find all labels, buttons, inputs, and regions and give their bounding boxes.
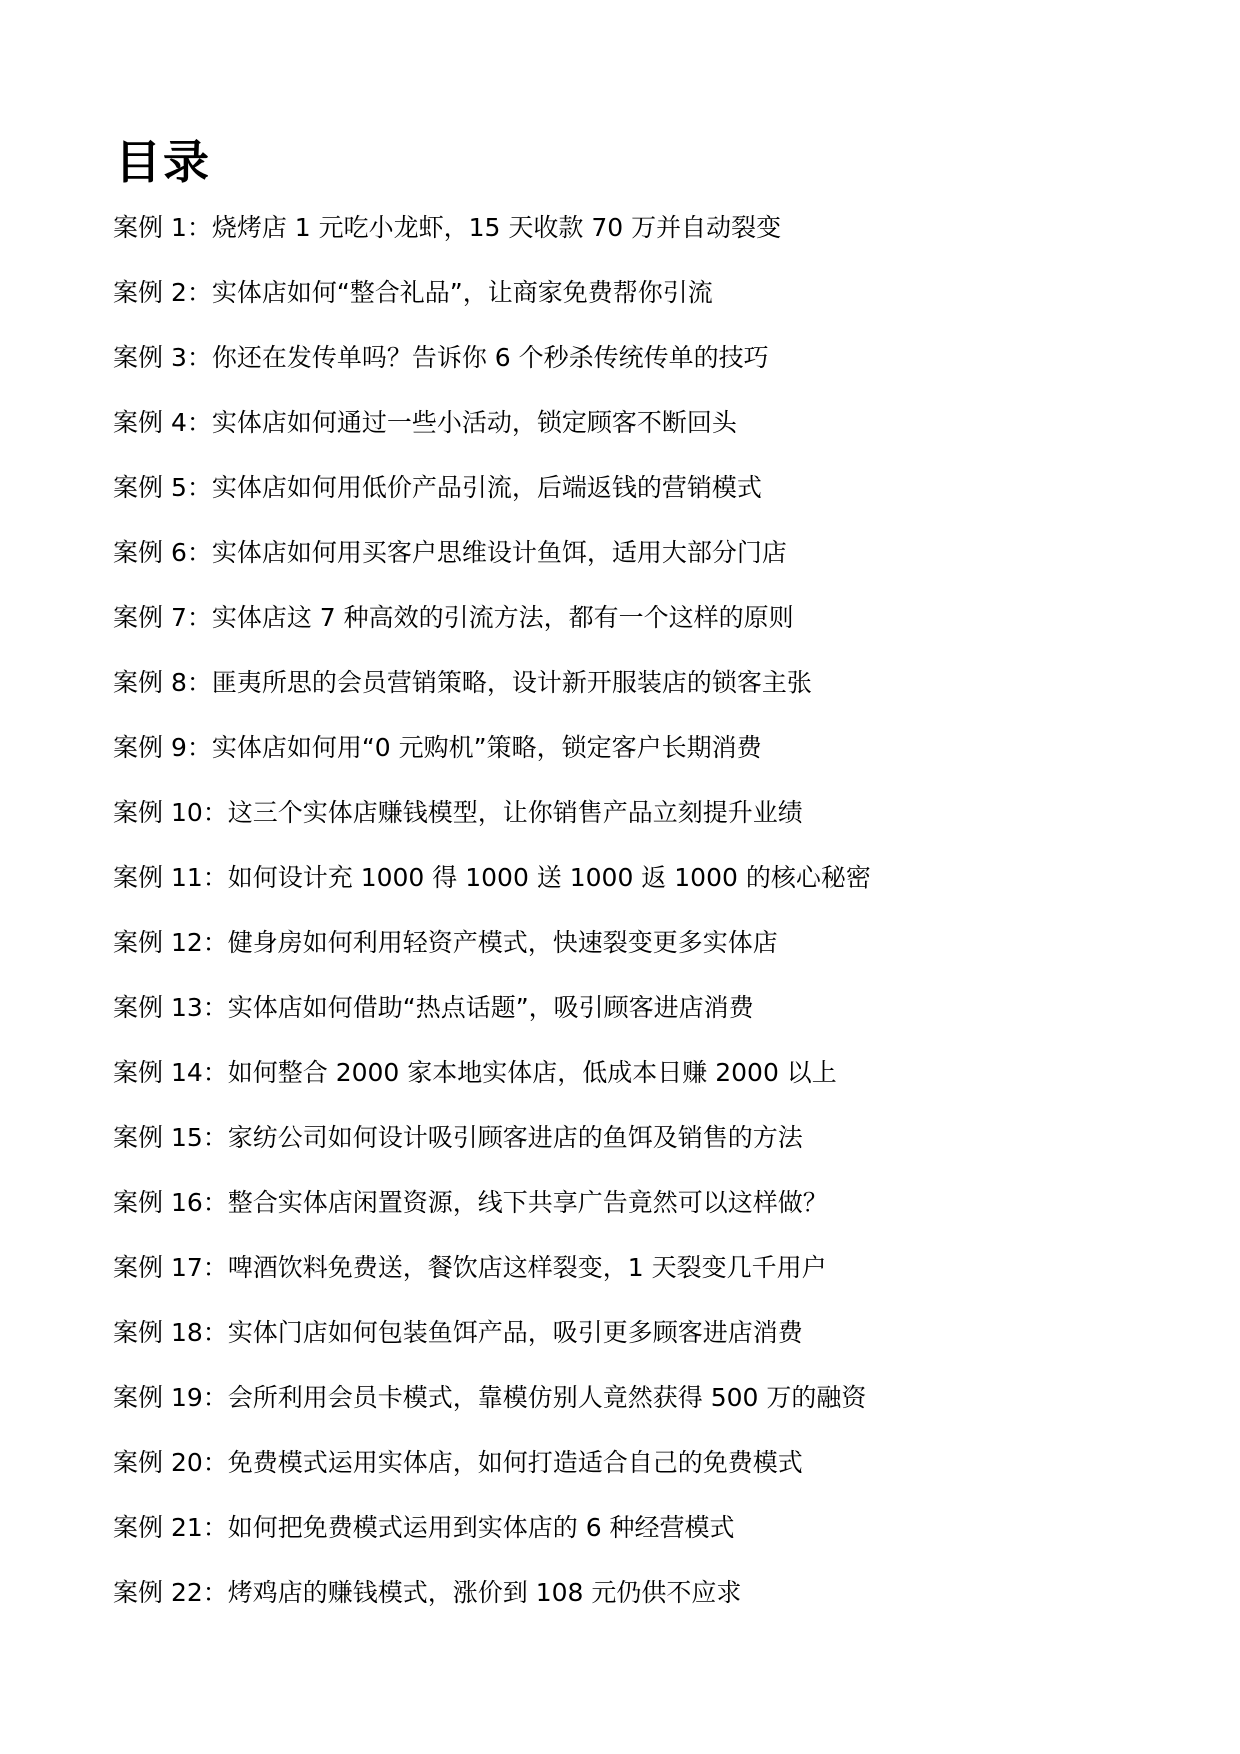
toc-item: 案例 18：实体门店如何包装鱼饵产品，吸引更多顾客进店消费: [113, 1318, 803, 1347]
toc-item: 案例 8：匪夷所思的会员营销策略，设计新开服装店的锁客主张: [113, 668, 812, 697]
toc-item: 案例 21：如何把免费模式运用到实体店的 6 种经营模式: [113, 1513, 735, 1542]
toc-item: 案例 7：实体店这 7 种高效的引流方法，都有一个这样的原则: [113, 603, 794, 632]
toc-item: 案例 20：免费模式运用实体店，如何打造适合自己的免费模式: [113, 1448, 803, 1477]
toc-item: 案例 1：烧烤店 1 元吃小龙虾，15 天收款 70 万并自动裂变: [113, 213, 782, 242]
toc-item: 案例 3：你还在发传单吗？告诉你 6 个秒杀传统传单的技巧: [113, 343, 769, 372]
toc-item: 案例 11：如何设计充 1000 得 1000 送 1000 返 1000 的核心秘密: [113, 863, 871, 892]
toc-item: 案例 2：实体店如何“整合礼品”，让商家免费帮你引流: [113, 278, 713, 307]
toc-item: 案例 19：会所利用会员卡模式，靠模仿别人竟然获得 500 万的融资: [113, 1383, 867, 1412]
toc-item: 案例 10：这三个实体店赚钱模型，让你销售产品立刻提升业绩: [113, 798, 803, 827]
toc-item: 案例 22：烤鸡店的赚钱模式，涨价到 108 元仍供不应求: [113, 1578, 742, 1607]
toc-item: 案例 9：实体店如何用“0 元购机”策略，锁定客户长期消费: [113, 733, 762, 762]
toc-item: 案例 12：健身房如何利用轻资产模式，快速裂变更多实体店: [113, 928, 778, 957]
toc-item: 案例 16：整合实体店闲置资源，线下共享广告竟然可以这样做？: [113, 1188, 828, 1217]
toc-item: 案例 14：如何整合 2000 家本地实体店，低成本日赚 2000 以上: [113, 1058, 837, 1087]
toc-list: [113, 210, 871, 1640]
toc-item: 案例 4：实体店如何通过一些小活动，锁定顾客不断回头: [113, 408, 737, 437]
toc-item: 案例 6：实体店如何用买客户思维设计鱼饵，适用大部分门店: [113, 538, 787, 567]
toc-item: 案例 5：实体店如何用低价产品引流，后端返钱的营销模式: [113, 473, 762, 502]
toc-item: 案例 15：家纺公司如何设计吸引顾客进店的鱼饵及销售的方法: [113, 1123, 803, 1152]
toc-title: 目录: [115, 135, 211, 189]
toc-item: 案例 13：实体店如何借助“热点话题”，吸引顾客进店消费: [113, 993, 754, 1022]
toc-item: 案例 17：啤酒饮料免费送，餐饮店这样裂变，1 天裂变几千用户: [113, 1253, 827, 1282]
